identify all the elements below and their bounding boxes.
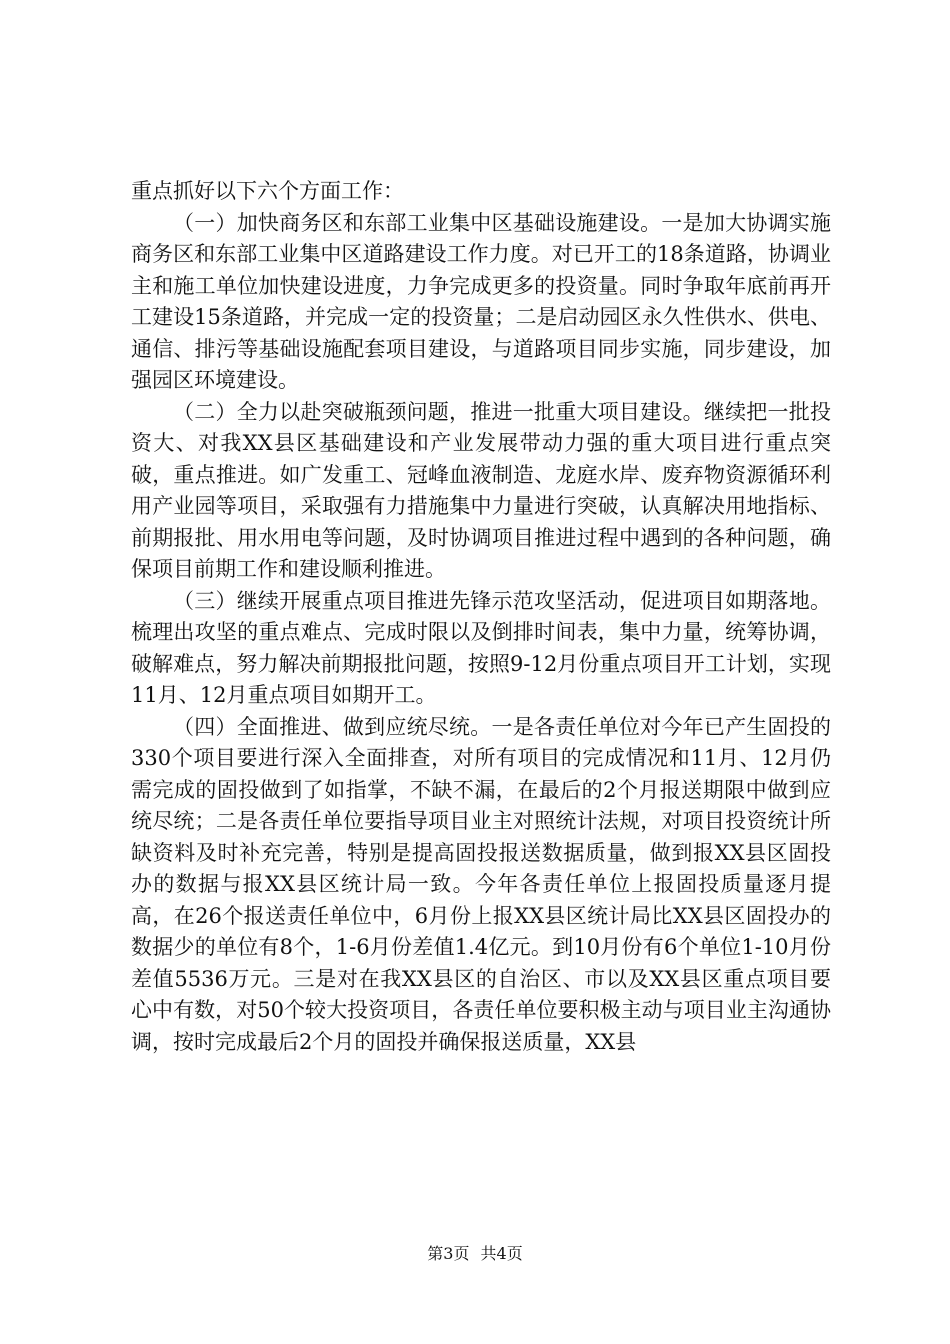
page-number: 第3页 bbox=[427, 1244, 470, 1263]
page-footer bbox=[0, 1244, 950, 1264]
document-body bbox=[131, 176, 831, 1058]
section-2-paragraph: （二）全力以赴突破瓶颈问题，推进一批重大项目建设。继续把一批投资大、对我XX县区基础建设和产业发展带动力强的重大项目进行重点突破，重点推进。如广发重工、冠峰血液制造、龙庭水岸、废弃物资源循环利用产业园等项目，采取强有力措施集中力量进行突破，认真解决用地指标、前期报批、用水用电等问题，及时协调项目推进过程中遇到的各种问题，确保项目前期工作和建设顺利推进。 bbox=[131, 399, 831, 581]
section-1-paragraph: （一）加快商务区和东部工业集中区基础设施建设。一是加大协调实施商务区和东部工业集中区道路建设工作力度。对已开工的18条道路，协调业主和施工单位加快建设进度，力争完成更多的投资量。同时争取年底前再开工建设15条道路，并完成一定的投资量；二是启动园区永久性供水、供电、通信、排污等基础设施配套项目建设，与道路项目同步实施，同步建设，加强园区环境建设。 bbox=[131, 210, 831, 392]
section-4-paragraph: （四）全面推进、做到应统尽统。一是各责任单位对今年已产生固投的330个项目要进行深入全面排查，对所有项目的完成情况和11月、12月仍需完成的固投做到了如指掌，不缺不漏，在最后的2个月报送期限中做到应统尽统；二是各责任单位要指导项目业主对照统计法规，对项目投资统计所缺资料及时补充完善，特别是提高固投报送数据质量，做到报XX县区固投办的数据与报XX县区统计局一致。今年各责任单位上报固投质量逐月提高，在26个报送责任单位中，6月份上报XX县区统计局比XX县区固投办的数据少的单位有8个，1-6月份差值1.4亿元。到10月份有6个单位1-10月份差值5536万元。三是对在我XX县区的自治区、市以及XX县区重点项目要心中有数，对50个较大投资项目，各责任单位要积极主动与项目业主沟通协调，按时完成最后2个月的固投并确保报送质量，XX县 bbox=[131, 714, 831, 1054]
section-3-paragraph: （三）继续开展重点项目推进先锋示范攻坚活动，促进项目如期落地。梳理出攻坚的重点难点、完成时限以及倒排时间表，集中力量，统筹协调，破解难点，努力解决前期报批问题，按照9-12月份重点项目开工计划，实现11月、12月重点项目如期开工。 bbox=[131, 588, 831, 707]
page-total: 共4页 bbox=[480, 1244, 523, 1263]
intro-paragraph: 重点抓好以下六个方面工作： bbox=[131, 179, 404, 203]
